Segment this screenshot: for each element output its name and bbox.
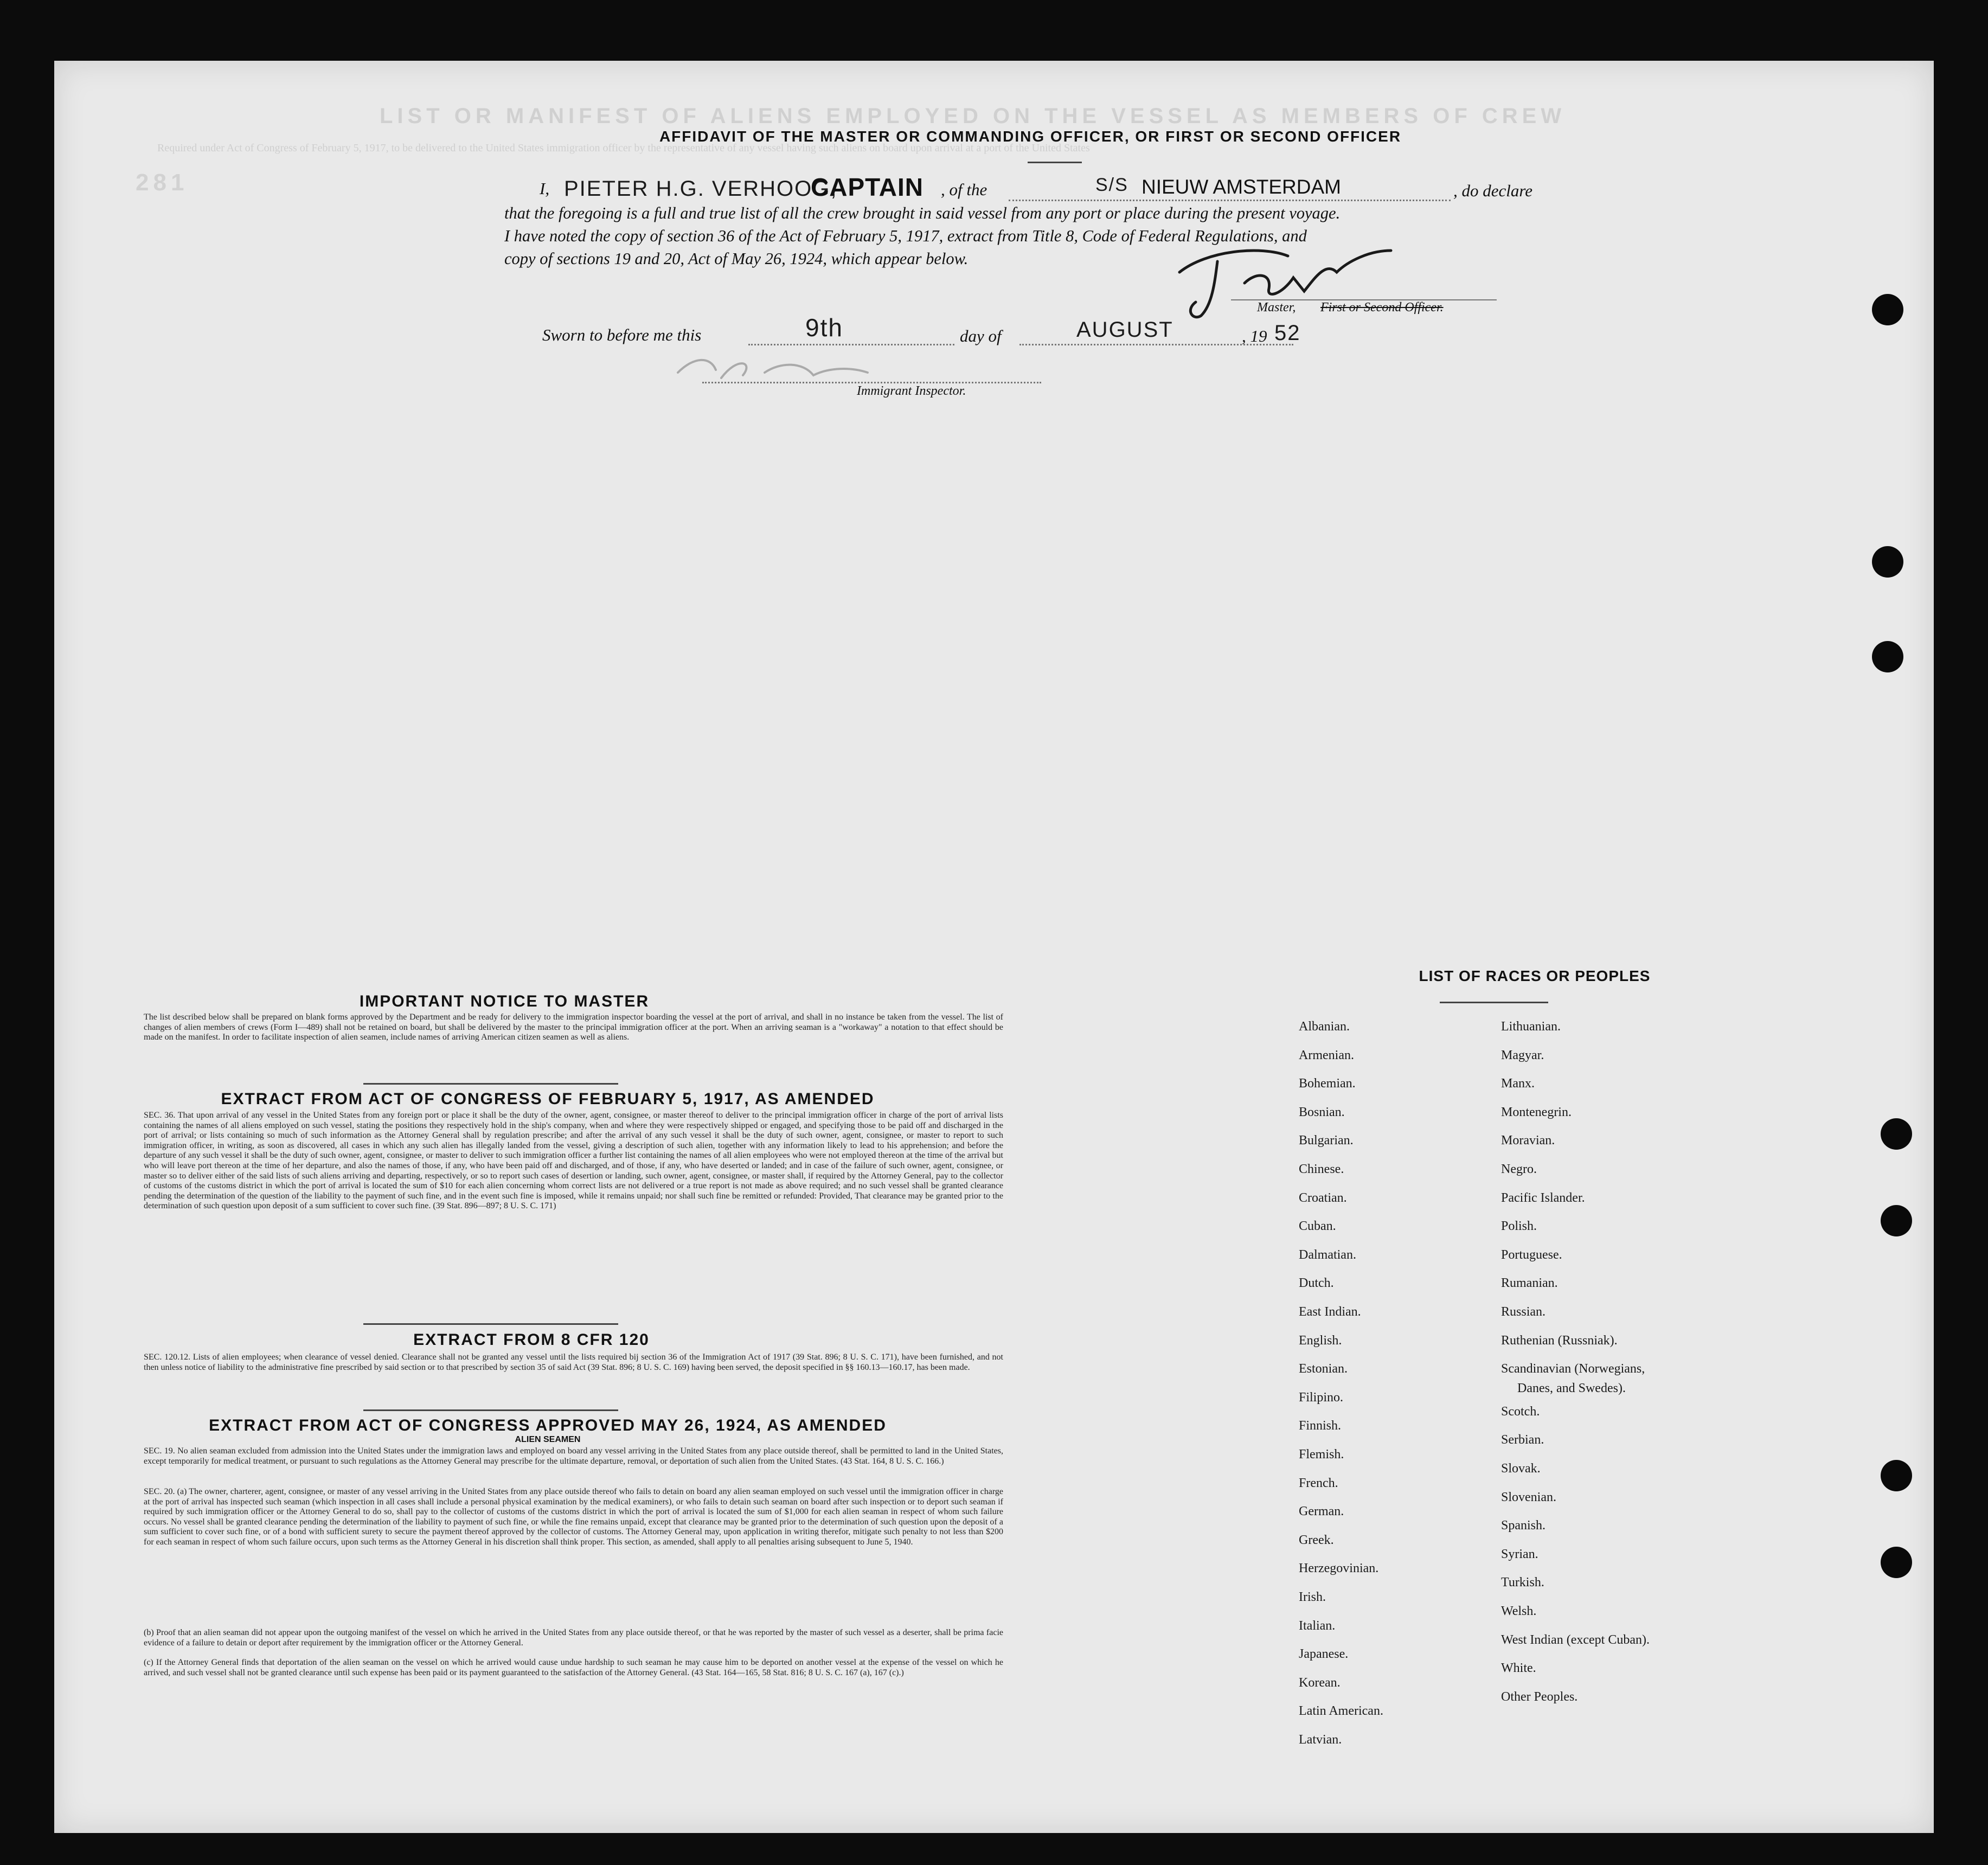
extract-1917-body: SEC. 36. That upon arrival of any vessel in the United States from any foreign port or place it shall be the duty of the owner, agent, consignee, or master thereof to deliver to the principal immigration officer in charge of the port of arrival lists containing the names of all aliens employed on such vessel, stating the positions they respectively hold in the ship's company, when and where they were respectively shipped or engaged, and specifying those to be paid off and discharged in the port of arrival; or lists containing so much of such information as the Attorney General shall by regulation prescribe; and after the arrival of any such vessel it shall be the duty of such owner, agent, consignee, or master to report to such immigration officer, in writing, as soon as discovered, all cases in which any such alien has illegally landed from the vessel, giving a description of such alien, together with any information likely to lead to his apprehension; and before the departure of any such vessel it shall be the duty of such owner, agent, consignee, or master to deliver to such immigration officer a further list containing the names of all alien employees who were not employed thereon at the time of the arrival but who will leave port thereon at the time of her departure, and also the names of those, if any, who have been paid off and discharged, and of those, if any, who have deserted or landed; and in case of the failure of such owner, agent, consignee, or master so to deliver either of the said lists of such aliens arriving and departing, respectively, or so to report such cases of desertion or landing, such owner, agent, consignee, or master shall, if required by the Attorney General, pay to the collector of customs of the customs district in which the port of arrival is located the sum of $10 for each alien concerning whom correct lists are not delivered or a true report is not made as above required; and no such vessel shall be granted clearance pending the determination of the question of the liability to the payment of such fine, and in the event such fine is imposed, while it remains unpaid; nor shall such fine be remitted or refunded: Provided, That clearance may be granted prior to the determination of such question upon deposit of a sum sufficient to cover such fine. (39 Stat. 896—897; 8 U. S. C. 171) [144, 1111, 1003, 1211]
race-item: Irish. [1299, 1590, 1326, 1604]
alien-seamen-subtitle: ALIEN SEAMEN [515, 1435, 581, 1444]
sec-20b: (b) Proof that an alien seaman did not appear upon the outgoing manifest of the vessel on which he arrived in the United States from any place outside thereof, or that he was reported by the master of such vessel as a deserter, shall be prima facie evidence of a failure to detain or deport after requirement by the immigration officer or the Attorney General. [144, 1628, 1003, 1648]
punch-hole [1872, 546, 1903, 578]
race-item: Lithuanian. [1501, 1020, 1561, 1034]
race-item: Bulgarian. [1299, 1133, 1354, 1148]
struck-officer-label: First or Second Officer. [1320, 300, 1444, 315]
race-item: Estonian. [1299, 1362, 1348, 1376]
race-item: Portuguese. [1501, 1247, 1562, 1262]
race-item: Latin American. [1299, 1704, 1383, 1719]
divider [363, 1083, 618, 1085]
sec-20a: SEC. 20. (a) The owner, charterer, agent, consignee, or master of any vessel arriving in the United States from any place outside thereof who fails to detain on board any alien seaman employed on such vessel until the immigration officer in charge at the port of arrival has inspected such seaman (which inspection in all cases shall include a personal physical examination by the medical examiners), or who fails to detain such seaman on board after such inspection or to deport such seaman if required by such immigration officer or the Attorney General to do so, shall pay to the collector of customs of the customs district in which the port of arrival is located the sum of $1,000 for each alien seaman in respect of whom such failure occurs. No vessel shall be granted clearance pending the determination of the liability to payment of such fine, or while the fine remains unpaid, except that clearance may be granted prior to the determination of such question upon the deposit of a sum sufficient to cover such fine, or of a bond with sufficient surety to secure the payment thereof approved by the collector of customs. The Attorney General may, upon application in writing therefor, mitigate such penalty to not less than $200 for each seaman in respect of whom such failure occurs, upon such terms as the Attorney General in his discretion shall think proper. This section, as amended, shall apply to all penalties arising subsequent to June 5, 1940. [144, 1487, 1003, 1547]
year-prefix: , 19 [1242, 326, 1267, 345]
race-item: Magyar. [1501, 1048, 1544, 1062]
race-item: German. [1299, 1504, 1344, 1519]
race-item: Armenian. [1299, 1048, 1354, 1062]
sworn-month: AUGUST [1076, 318, 1173, 342]
races-title: LIST OF RACES OR PEOPLES [1419, 967, 1651, 984]
race-item: Moravian. [1501, 1133, 1555, 1148]
sec-19: SEC. 19. No alien seaman excluded from admission into the United States under the immigration laws and employed on board any vessel arriving in the United States from any place outside thereof, shall be permitted to land in the United States, except temporarily for medical treatment, or pursuant to such regulations as the Attorney General may prescribe for the ultimate departure, removal, or deportation of such alien from the United States. (43 Stat. 164, 8 U. S. C. 166.) [144, 1446, 1003, 1466]
sworn-label: Sworn to before me this [542, 325, 702, 344]
race-item: Manx. [1501, 1076, 1535, 1091]
document-page [54, 61, 1934, 1833]
year-suffix: 52 [1274, 321, 1301, 345]
divider [363, 1323, 618, 1325]
extract-8cfr-title: EXTRACT FROM 8 CFR 120 [413, 1331, 650, 1349]
ghost-title: LIST OR MANIFEST OF ALIENS EMPLOYED ON THE VESSEL AS MEMBERS OF CREW [380, 104, 1566, 128]
race-item: Russian. [1501, 1305, 1546, 1319]
race-item: Flemish. [1299, 1447, 1344, 1462]
captain-name: PIETER H.G. VERHOOG, [564, 177, 838, 201]
race-item: White. [1501, 1661, 1536, 1676]
race-item: English. [1299, 1333, 1342, 1348]
divider [363, 1409, 618, 1411]
captain-rank: CAPTAIN [811, 173, 924, 201]
sec-20c: (c) If the Attorney General finds that deportation of the alien seaman on the vessel on which he arrived would cause undue hardship to such seaman he may cause him to be deported on another vessel at the expense of the vessel on which he arrived, and such vessel shall not be granted clearance until such expense has been paid or its payment guaranteed to the satisfaction of the Attorney General. (43 Stat. 164—165, 58 Stat. 816; 8 U. S. C. 167 (a), 167 (c).) [144, 1658, 1003, 1677]
race-item: Spanish. [1501, 1518, 1546, 1533]
race-item: Pacific Islander. [1501, 1190, 1585, 1205]
punch-hole [1872, 294, 1903, 325]
ghost-number: 281 [136, 169, 189, 196]
race-item: Slovenian. [1501, 1490, 1556, 1504]
race-item: Italian. [1299, 1618, 1336, 1633]
race-item: West Indian (except Cuban). [1501, 1632, 1650, 1647]
race-item: Rumanian. [1501, 1276, 1558, 1291]
race-item: Cuban. [1299, 1219, 1336, 1234]
punch-hole [1881, 1205, 1912, 1236]
race-item: Chinese. [1299, 1162, 1344, 1176]
race-item: Dutch. [1299, 1276, 1334, 1291]
inspector-label: Immigrant Inspector. [857, 384, 966, 398]
race-item: Polish. [1501, 1219, 1537, 1234]
race-item: Filipino. [1299, 1390, 1344, 1405]
races-rule [1440, 1002, 1548, 1003]
race-item: Croatian. [1299, 1190, 1347, 1205]
punch-hole [1881, 1547, 1912, 1578]
race-item: Ruthenian (Russniak). [1501, 1333, 1618, 1348]
sworn-day: 9th [805, 313, 843, 342]
race-item: East Indian. [1299, 1305, 1361, 1319]
race-item: French. [1299, 1476, 1338, 1490]
race-item: Negro. [1501, 1162, 1537, 1176]
ghost-subtitle: Required under Act of Congress of February 5, 1917, to be delivered to the United States immigration officer by the representative of any vessel having such aliens on board upon arrival at a port of the United States [157, 142, 1090, 154]
race-item: Turkish. [1501, 1575, 1544, 1590]
title-rule [1028, 162, 1082, 163]
vessel-name: NIEUW AMSTERDAM [1142, 176, 1341, 198]
race-item: Other Peoples. [1501, 1689, 1578, 1704]
extract-8cfr-body: SEC. 120.12. Lists of alien employees; when clearance of vessel denied. Clearance shall not be granted any vessel until the lists required bij section 36 of the Immigration Act of 1917 (39 Stat. 896; 8 U. S. C. 171), have been furnished, and not then unless notice of liability to the administrative fine prescribed by said section or to that prescribed by section 35 of said Act (39 Stat. 896; 8 U. S. C. 169) having been served, the deposit specified in §§ 160.13—160.17, has been made. [144, 1353, 1003, 1372]
race-item: Serbian. [1501, 1433, 1544, 1447]
master-label: Master, [1257, 300, 1296, 315]
punch-hole [1881, 1118, 1912, 1150]
race-item: Greek. [1299, 1533, 1334, 1547]
race-item: Montenegrin. [1501, 1105, 1572, 1119]
race-item: Finnish. [1299, 1419, 1342, 1433]
race-item: Japanese. [1299, 1647, 1349, 1662]
race-item: Latvian. [1299, 1733, 1342, 1747]
race-item: Scandinavian (Norwegians, [1501, 1362, 1645, 1376]
race-item: Bohemian. [1299, 1076, 1356, 1091]
race-item: Danes, and Swedes). [1517, 1381, 1626, 1396]
notice-title: IMPORTANT NOTICE TO MASTER [359, 992, 650, 1010]
race-item: Korean. [1299, 1675, 1341, 1690]
race-item: Dalmatian. [1299, 1247, 1356, 1262]
affidavit-title: AFFIDAVIT OF THE MASTER OR COMMANDING OFFICER, OR FIRST OR SECOND OFFICER [659, 128, 1402, 145]
race-item: Welsh. [1501, 1604, 1537, 1618]
punch-hole [1881, 1460, 1912, 1491]
race-item: Bosnian. [1299, 1105, 1345, 1119]
day-of-label: day of [960, 326, 1002, 345]
affidavit-line-4: copy of sections 19 and 20, Act of May 26, 1924, which appear below. [504, 249, 969, 268]
declare-label: , do declare [1453, 181, 1533, 200]
punch-hole [1872, 641, 1903, 672]
notice-body: The list described below shall be prepared on blank forms approved by the Department and be ready for delivery to the immigration inspector boarding the vessel at the port of arrival, and shall in no instance be taken from the vessel. The list of changes of alien members of crews (Form I—489) shall not be retained on board, but shall be delivered by the master to the principal immigration officer at the port. When an arriving seaman is a "workaway" a notation to that effect should be made on the manifest. In order to facilitate inspection of alien seamen, include names of arriving American citizen seamen as well as aliens. [144, 1012, 1003, 1042]
race-item: Albanian. [1299, 1020, 1350, 1034]
race-item: Syrian. [1501, 1547, 1538, 1561]
extract-1917-title: EXTRACT FROM ACT OF CONGRESS OF FEBRUARY 5, 1917, AS AMENDED [221, 1090, 875, 1108]
vessel-line [1009, 200, 1451, 201]
race-item: Slovak. [1501, 1462, 1541, 1476]
race-item: Herzegovinian. [1299, 1561, 1379, 1576]
affidavit-i: I, [540, 179, 550, 198]
race-item: Scotch. [1501, 1404, 1540, 1419]
extract-1924-title: EXTRACT FROM ACT OF CONGRESS APPROVED MAY 26, 1924, AS AMENDED [209, 1417, 887, 1434]
inspector-line [702, 382, 1041, 383]
of-the-label: , of the [941, 180, 987, 199]
vessel-prefix: S/S [1095, 175, 1128, 195]
affidavit-line-3: I have noted the copy of section 36 of the Act of February 5, 1917, extract from Title 8, Code of Federal Regulations, and [504, 227, 1307, 245]
affidavit-line-2: that the foregoing is a full and true list of all the crew brought in said vessel from any port or place during the present voyage. [504, 204, 1341, 222]
